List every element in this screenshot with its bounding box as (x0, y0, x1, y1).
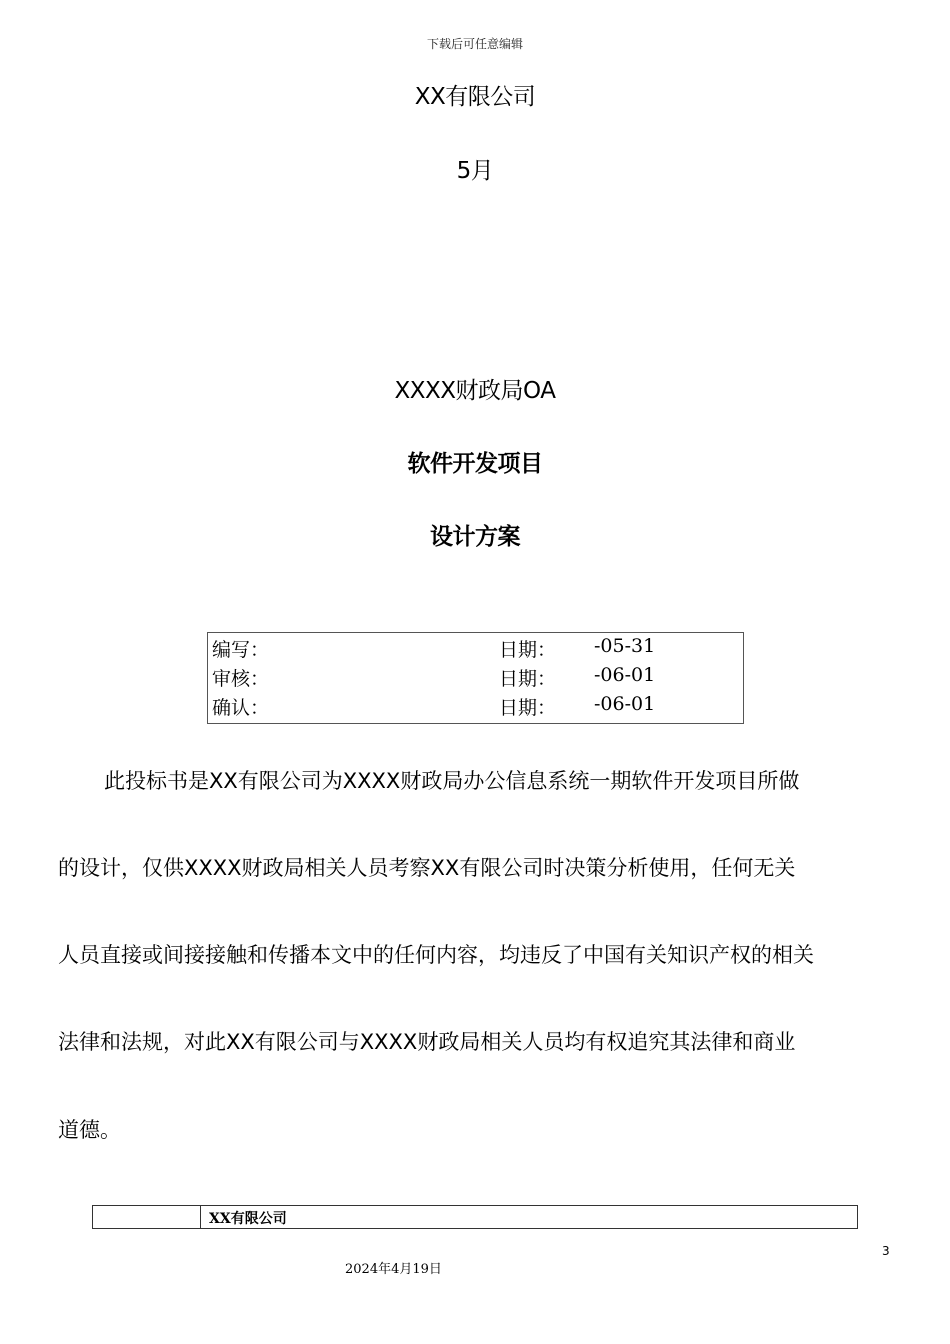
signoff-row-confirm (208, 691, 743, 720)
footer-date: 2024年4月19日 (345, 1262, 442, 1277)
footer-company: XX有限公司 (209, 1211, 287, 1227)
company-name: XX有限公司 (414, 84, 536, 110)
signoff-row-review (208, 662, 743, 691)
signoff-label: 编写： (212, 639, 270, 661)
signoff-date: -06-01 (594, 693, 656, 715)
signoff-date-label: 日期： (499, 697, 557, 719)
header-note: 下载后可任意编辑 (426, 37, 523, 51)
signoff-label: 审核： (212, 668, 270, 690)
signoff-date: -05-31 (594, 635, 656, 657)
statement-line-5: 道德。 (58, 1118, 121, 1142)
signoff-date: -06-01 (594, 664, 656, 686)
project-title-line3: 设计方案 (430, 524, 520, 550)
project-title-line2: 软件开发项目 (407, 451, 543, 477)
cover-month: 5月 (456, 158, 494, 184)
signoff-label: 确认： (212, 697, 270, 719)
signoff-date-label: 日期： (499, 639, 557, 661)
signoff-row-author (208, 633, 743, 662)
signoff-date-label: 日期： (499, 668, 557, 690)
statement-line-2: 的设计，仅供XXXX财政局相关人员考察XX有限公司时决策分析使用，任何无关 (58, 856, 796, 880)
statement-line-3: 人员直接或间接接触和传播本文中的任何内容，均违反了中国有关知识产权的相关 (58, 943, 814, 967)
project-title-line1: XXXX财政局OA (394, 378, 556, 404)
footer-table (92, 1205, 858, 1229)
page-number: 3 (882, 1244, 890, 1258)
statement-line-1: 此投标书是XX有限公司为XXXX财政局办公信息系统一期软件开发项目所做 (104, 769, 800, 793)
footer-logo-cell (93, 1206, 201, 1228)
signoff-table (207, 632, 744, 724)
statement-line-4: 法律和法规，对此XX有限公司与XXXX财政局相关人员均有权追究其法律和商业 (58, 1030, 796, 1054)
